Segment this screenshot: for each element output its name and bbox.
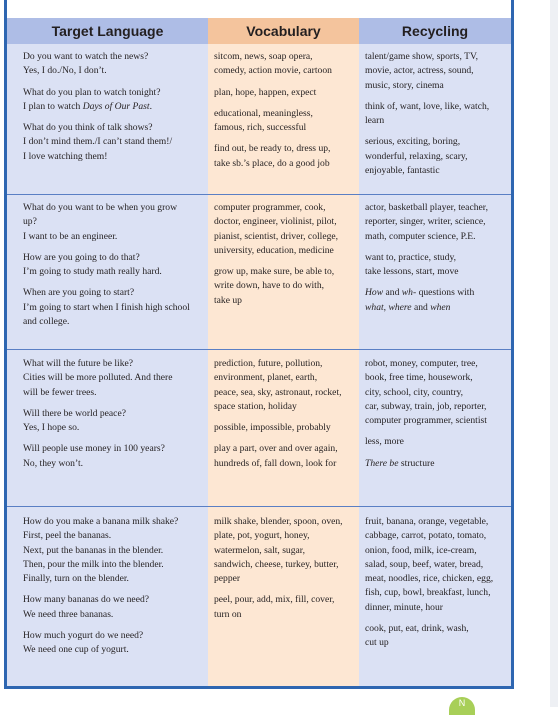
text-line: How many bananas do we need? [23, 594, 150, 606]
cell-paragraph [214, 442, 357, 471]
text-line: salad, soup, beef, water, bread, [365, 558, 484, 570]
cell-paragraph [23, 593, 207, 622]
text-line: pianist, scientist, driver, college, [214, 230, 339, 242]
recycling-cell [365, 515, 508, 658]
text-line: want to, practice, study, [365, 251, 457, 263]
text-line: I want to be an engineer. [23, 230, 118, 242]
text-line: serious, exciting, boring, [365, 136, 461, 148]
text-line: educational, meaningless, [214, 107, 313, 119]
text-line: What do you want to be when you grow [23, 202, 178, 213]
text-line: will be fewer trees. [23, 386, 97, 398]
vocabulary-cell [214, 357, 357, 478]
text-line: I don’t mind them./I can’t stand them!/ [23, 136, 173, 148]
text-line: actor, basketball player, teacher, [365, 202, 488, 213]
recycling-cell [365, 50, 508, 185]
text-line: No, they won’t. [23, 457, 84, 469]
text-line: Yes, I do./No, I don’t. [23, 65, 107, 77]
page-edge [550, 0, 558, 707]
text-line: wonderful, relaxing, scary, [365, 150, 468, 162]
text-line: First, peel the bananas. [23, 530, 112, 542]
text-line: doctor, engineer, violinist, pilot, [214, 216, 337, 228]
cell-paragraph [214, 142, 357, 171]
text-line: meat, noodles, rice, chicken, egg, [365, 573, 494, 585]
text-line: I love watching them! [23, 150, 108, 162]
text-line: fish, cup, bowl, breakfast, lunch, [365, 587, 491, 599]
text-line: computer programmer, cook, [214, 202, 326, 213]
text-line: How much yogurt do we need? [23, 630, 144, 642]
cell-paragraph [365, 357, 508, 428]
text-line: Yes, I hope so. [23, 422, 80, 434]
cell-paragraph [214, 265, 357, 308]
text-line: talent/game show, sports, TV, [365, 51, 479, 62]
cell-paragraph [365, 251, 508, 280]
cell-paragraph [365, 100, 508, 129]
text-line: grow up, make sure, be able to, [214, 266, 335, 278]
text-line: music, story, cinema [365, 79, 444, 91]
table-header [7, 18, 511, 44]
text-line: plan, hope, happen, expect [214, 86, 317, 98]
target-language-cell [23, 50, 207, 171]
text-line: book, free time, housework, [365, 372, 473, 384]
page-number-badge: N [449, 697, 475, 715]
vocabulary-cell [214, 201, 357, 315]
cell-paragraph [23, 121, 207, 164]
cell-paragraph [214, 515, 357, 586]
header-vocabulary: Vocabulary [208, 18, 359, 44]
cell-paragraph [23, 442, 207, 471]
text-line: sandwich, cheese, turkey, butter, [214, 558, 339, 570]
text-line: I’m going to study math really hard. [23, 266, 162, 278]
recycling-cell [365, 201, 508, 322]
cell-paragraph [23, 629, 207, 658]
cell-paragraph [23, 86, 207, 115]
cell-paragraph [214, 593, 357, 622]
text-line: dinner, minute, hour [365, 601, 443, 613]
cell-paragraph [214, 107, 357, 136]
text-line: computer programmer, scientist [365, 415, 487, 427]
text-line: find out, be ready to, dress up, [214, 143, 331, 155]
cell-paragraph [23, 251, 207, 280]
text-line: hundreds of, fall down, look for [214, 457, 337, 469]
vocabulary-cell [214, 515, 357, 629]
cell-paragraph [214, 86, 357, 100]
text-line: How do you make a banana milk shake? [23, 516, 179, 527]
text-line: There be structure [365, 457, 435, 469]
text-line: possible, impossible, probably [214, 422, 331, 434]
text-line: Then, pour the milk into the blender. [23, 558, 164, 570]
text-line: Do you want to watch the news? [23, 51, 149, 62]
cell-paragraph [23, 286, 207, 329]
target-language-cell [23, 201, 207, 336]
text-line: sitcom, news, soap opera, [214, 51, 313, 62]
row-separator [7, 349, 511, 350]
text-line: famous, rich, successful [214, 122, 307, 134]
text-line: I plan to watch Days of Our Past. [23, 100, 152, 112]
text-line: peel, pour, add, mix, fill, cover, [214, 594, 335, 606]
text-line: think of, want, love, like, watch, [365, 100, 490, 112]
vocabulary-cell [214, 50, 357, 178]
text-line: play a part, over and over again, [214, 443, 338, 455]
text-line: take up [214, 294, 242, 306]
text-line: less, more [365, 436, 404, 448]
text-line: When are you going to start? [23, 287, 135, 299]
cell-paragraph [214, 50, 357, 79]
text-line: up? [23, 216, 37, 228]
recycling-cell [365, 357, 508, 478]
text-line: environment, planet, earth, [214, 372, 318, 384]
text-line: Cities will be more polluted. And there [23, 372, 173, 384]
text-line: city, school, city, country, [365, 386, 464, 398]
text-line: fruit, banana, orange, vegetable, [365, 516, 489, 527]
target-language-cell [23, 357, 207, 478]
text-line: What do you think of talk shows? [23, 122, 153, 134]
text-line: cabbage, carrot, potato, tomato, [365, 530, 487, 542]
target-language-cell [23, 515, 207, 665]
cell-paragraph [365, 435, 508, 449]
cell-paragraph [214, 201, 357, 258]
cell-paragraph [23, 50, 207, 79]
text-line: We need one cup of yogurt. [23, 644, 129, 656]
text-line: cut up [365, 637, 389, 649]
text-line: robot, money, computer, tree, [365, 358, 478, 369]
text-line: I’m going to start when I finish high school [23, 301, 190, 313]
text-line: Will there be world peace? [23, 407, 126, 419]
text-line: car, subway, train, job, reporter, [365, 400, 487, 412]
text-line: What will the future be like? [23, 358, 134, 369]
row-separator [7, 194, 511, 195]
text-line: take sb.’s place, do a good job [214, 157, 330, 169]
text-line: Next, put the bananas in the blender. [23, 544, 164, 556]
header-target-language: Target Language [7, 18, 208, 44]
cell-paragraph [23, 357, 207, 400]
text-line: movie, actor, actress, sound, [365, 65, 474, 77]
text-line: We need three bananas. [23, 608, 114, 620]
text-line: math, computer science, P.E. [365, 230, 476, 242]
cell-paragraph [23, 201, 207, 244]
text-line: watermelon, salt, sugar, [214, 544, 305, 556]
text-line: comedy, action movie, cartoon [214, 65, 332, 77]
cell-paragraph [365, 515, 508, 615]
text-line: take lessons, start, move [365, 266, 459, 278]
text-line: How and wh- questions with [365, 287, 475, 299]
cell-paragraph [365, 457, 508, 471]
text-line: prediction, future, pollution, [214, 358, 323, 369]
cell-paragraph [365, 135, 508, 178]
text-line: onion, food, milk, ice-cream, [365, 544, 477, 556]
text-line: Finally, turn on the blender. [23, 573, 129, 585]
text-line: what, where and when [365, 301, 451, 313]
text-line: pepper [214, 573, 241, 585]
cell-paragraph [214, 357, 357, 414]
text-line: reporter, singer, writer, science, [365, 216, 486, 228]
cell-paragraph [365, 50, 508, 93]
header-recycling: Recycling [359, 18, 511, 44]
text-line: turn on [214, 608, 242, 620]
text-line: peace, sea, sky, astronaut, rocket, [214, 386, 342, 398]
cell-paragraph [365, 622, 508, 651]
text-line: and college. [23, 316, 70, 328]
cell-paragraph [214, 421, 357, 435]
cell-paragraph [365, 286, 508, 315]
cell-paragraph [23, 515, 207, 586]
cell-paragraph [23, 407, 207, 436]
row-separator [7, 506, 511, 507]
text-line: learn [365, 115, 385, 127]
text-line: enjoyable, fantastic [365, 165, 440, 177]
text-line: What do you plan to watch tonight? [23, 86, 161, 98]
text-line: space station, holiday [214, 400, 297, 412]
text-line: university, education, medicine [214, 244, 334, 256]
text-line: cook, put, eat, drink, wash, [365, 623, 469, 635]
text-line: Will people use money in 100 years? [23, 443, 165, 455]
text-line: plate, pot, yogurt, honey, [214, 530, 310, 542]
text-line: milk shake, blender, spoon, oven, [214, 516, 343, 527]
text-line: How are you going to do that? [23, 251, 140, 263]
text-line: write down, have to do with, [214, 280, 325, 292]
cell-paragraph [365, 201, 508, 244]
